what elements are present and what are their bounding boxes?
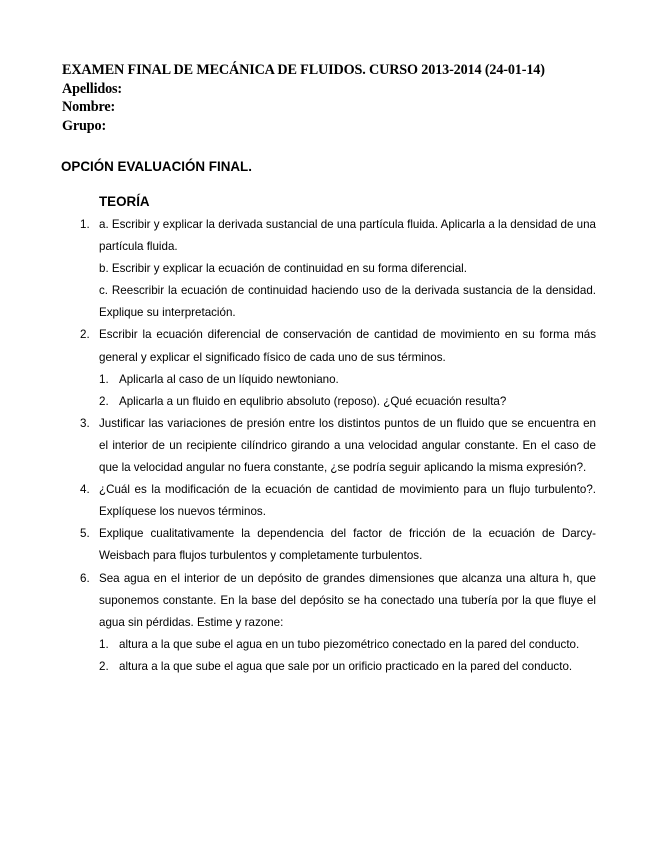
question-4 — [0, 479, 596, 523]
question-number: 2. — [80, 328, 90, 342]
question-1-part-b: b. Escribir y explicar la ecuación de continuidad en su forma diferencial. — [99, 262, 467, 276]
question-3 — [0, 413, 596, 479]
question-6-text: Sea agua en el interior de un depósito de grandes dimensiones que alcanza una altura h, que suponemos constante. En la base del depósito se ha conectado una tubería por la que fluye el agua sin pérdidas. Estime y razone: — [99, 571, 596, 629]
question-number: 5. — [80, 527, 90, 541]
question-1-part-a: a. Escribir y explicar la derivada sustancial de una partícula fluida. Aplicarla a la densidad de una partícula fluida. — [99, 218, 596, 254]
question-number: 1. — [80, 218, 90, 231]
question-number: 4. — [80, 483, 90, 497]
subitem-number: 1. — [99, 637, 109, 651]
question-6-subitem-1 — [0, 634, 593, 656]
subitem-number: 2. — [99, 659, 109, 673]
subitem-text: altura a la que sube el agua que sale por un orificio practicado en la pared del conducto. — [119, 659, 573, 673]
question-4-text: ¿Cuál es la modificación de la ecuación de cantidad de movimiento para un flujo turbulento?. Explíquese los nuevos términos. — [99, 483, 596, 519]
question-5-text: Explique cualitativamente la dependencia del factor de fricción de la ecuación de Darcy-Weisbach para flujos turbulentos y completamente turbulentos. — [99, 527, 596, 563]
exam-header — [62, 61, 642, 135]
subitem-text: Aplicarla al caso de un líquido newtoniano. — [119, 372, 339, 386]
subitem-text: altura a la que sube el agua en un tubo piezométrico conectado en la pared del conducto. — [119, 637, 580, 651]
question-2-subitem-2 — [0, 391, 593, 413]
question-3-text: Justificar las variaciones de presión entre los distintos puntos de un fluido que se encuentra en el interior de un recipiente cilíndrico girando a una velocidad angular constante. En el caso de que la velocidad angular no fuera constante, ¿se podría seguir aplicando la misma expresión?. — [99, 416, 596, 475]
option-title: OPCIÓN EVALUACIÓN FINAL. — [61, 159, 252, 174]
question-6-subitem-2 — [0, 656, 593, 678]
surname-label: Apellidos: — [62, 80, 122, 97]
subitem-number: 2. — [99, 394, 109, 408]
question-2-text: Escribir la ecuación diferencial de conservación de cantidad de movimiento en su forma más general y explicar el significado físico de cada uno de sus términos. — [99, 328, 596, 364]
subitem-number: 1. — [99, 372, 109, 386]
question-6 — [0, 568, 596, 634]
question-2 — [0, 324, 596, 368]
name-label: Nombre: — [62, 99, 116, 115]
question-number: 3. — [80, 416, 90, 430]
question-5 — [0, 523, 596, 567]
exam-title: EXAMEN FINAL DE MECÁNICA DE FLUIDOS. CURSO 2013-2014 (24-01-14) — [62, 62, 545, 78]
group-label: Grupo: — [62, 117, 107, 134]
question-2-subitem-1 — [0, 369, 593, 391]
question-number: 6. — [80, 571, 90, 585]
subitem-text: Aplicarla a un fluido en equlibrio absoluto (reposo). ¿Qué ecuación resulta? — [119, 394, 507, 408]
question-list — [0, 214, 655, 678]
section-title-theory: TEORÍA — [99, 194, 150, 209]
question-1 — [0, 214, 596, 324]
question-1-part-c: c. Reescribir la ecuación de continuidad haciendo uso de la derivada sustancia de la densidad. Explique su interpretación. — [99, 284, 596, 320]
